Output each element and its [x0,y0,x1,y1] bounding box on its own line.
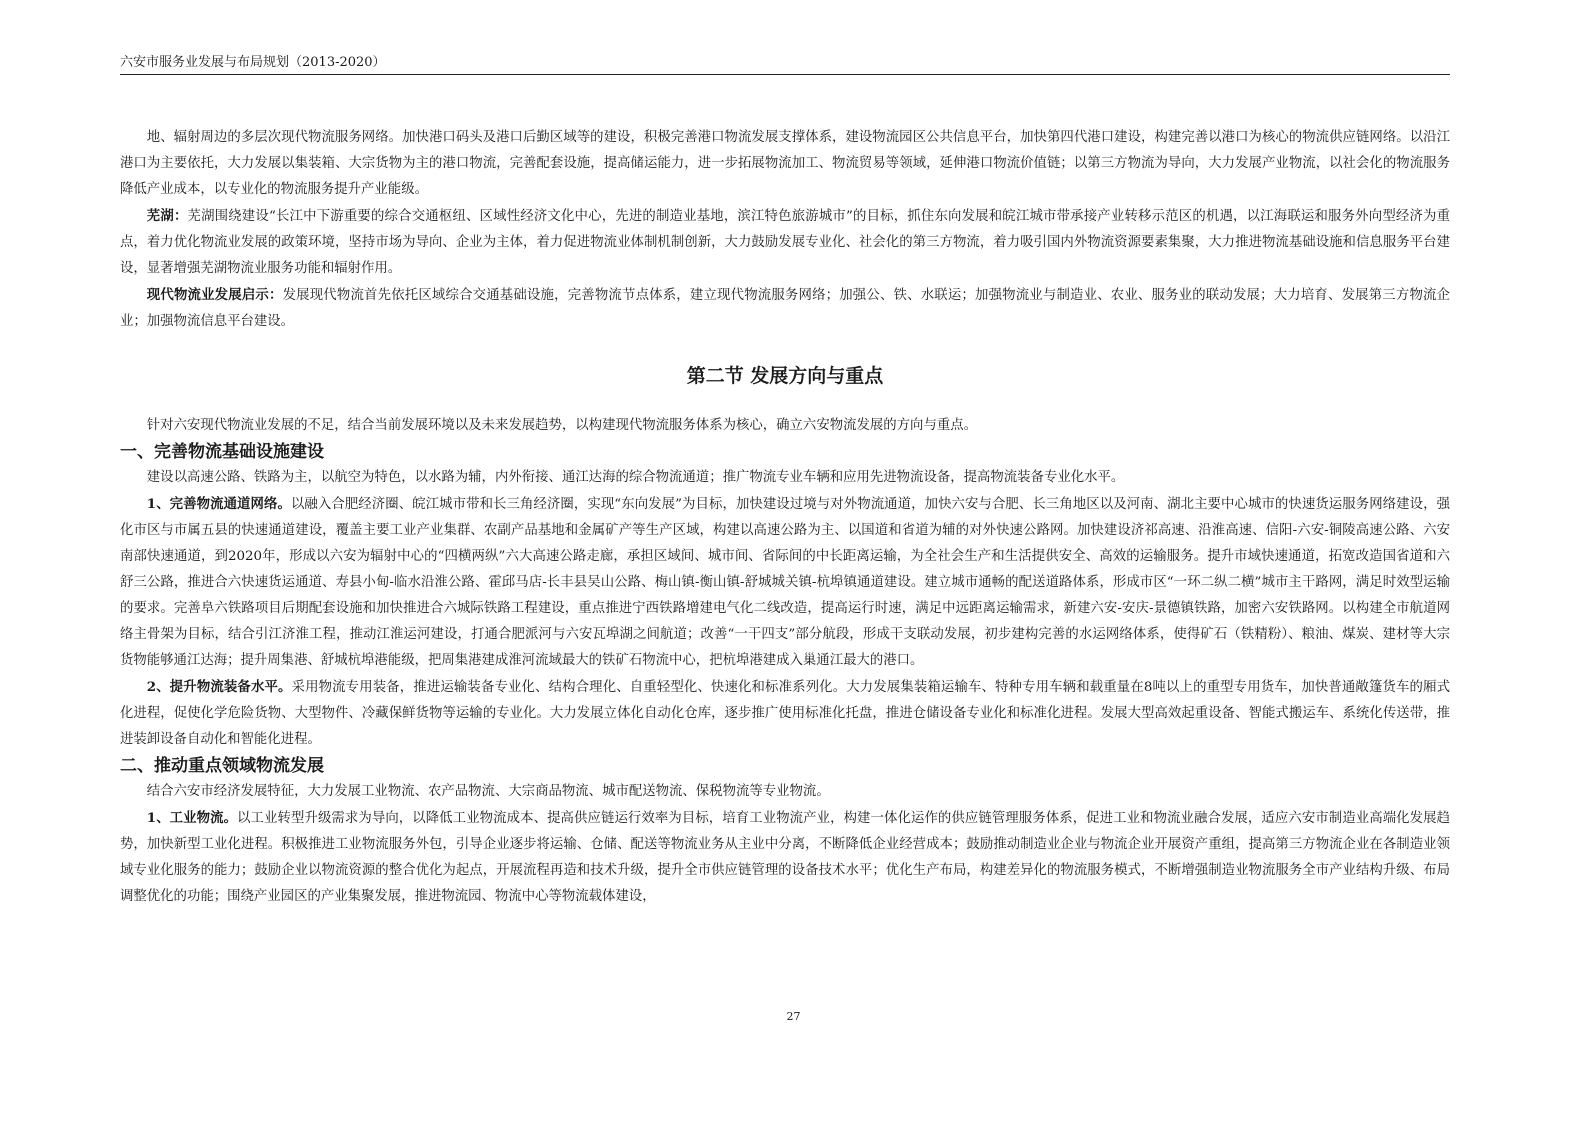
paragraph-lead: 1、工业物流。 [146,810,238,826]
paragraph-lead: 芜湖： [146,208,188,224]
subsection-heading: 一、完善物流基础设施建设 [120,442,324,462]
subsection-intro [120,465,1450,491]
paragraph-lead: 现代物流业发展启示： [146,287,283,303]
paragraph-text: 建设以高速公路、铁路为主，以航空为特色，以水路为辅，内外衔接、通江达海的综合物流通道；推广物流专业车辆和应用先进物流设备，提高物流装备专业化水平。 [146,470,1125,485]
paragraph [120,203,1450,282]
header-title: 六安市服务业发展与布局规划（2013-2020） [120,55,386,70]
page-number: 27 [786,1010,801,1023]
paragraph [120,125,1450,203]
paragraph-text: 采用物流专用装备，推进运输装备专业化、结构合理化、自重轻型化、快速化和标准系列化。大力发展集装箱运输车、特种专用车辆和载重量在8吨以上的重型专用货车，加快普通敞篷货车的厢式化进程，促使化学危险货物、大型物件、冷藏保鲜货物等运输的专业化。大力发展立体化自动化仓库，逐步推广使用标准化托盘，推进仓储设备专业化和标准化进程。发展大型高效起重设备、智能式搬运车、系统化传送带，推进装卸设备自动化和智能化进程。 [120,680,1450,747]
paragraph-text: 发展现代物流首先依托区域综合交通基础设施，完善物流节点体系，建立现代物流服务网络；加强公、铁、水联运；加强物流业与制造业、农业、服务业的联动发展；大力培育、发展第三方物流企业；加强物流信息平台建设。 [120,288,1451,329]
paragraph-lead: 2、提升物流装备水平。 [146,679,292,695]
paragraph [120,674,1450,753]
section-title: 第二节 发展方向与重点 [686,365,884,387]
paragraph-text: 芜湖围绕建设“长江中下游重要的综合交通枢纽、区域性经济文化中心，先进的制造业基地，滨江特色旅游城市”的目标，抓住东向发展和皖江城市带承接产业转移示范区的机遇，以江海联运和服务外向型经济为重点，着力优化物流业发展的政策环境，坚持市场为导向、企业为主体，着力促进物流业体制机制创新，大力鼓励发展专业化、社会化的第三方物流，着力吸引国内外物流资源要素集聚，大力推进物流基础设施和信息服务平台建设，显著增强芜湖物流业服务功能和辐射作用。 [120,209,1450,276]
paragraph-lead: 1、完善物流通道网络。 [146,496,291,512]
section-intro [120,413,1450,439]
subsection-intro [120,779,1450,805]
paragraph-text: 地、辐射周边的多层次现代物流服务网络。加快港口码头及港口后勤区域等的建设，积极完善港口物流发展支撑体系，建设物流园区公共信息平台，加快第四代港口建设，构建完善以港口为核心的物流供应链网络。以沿江港口为主要依托，大力发展以集装箱、大宗货物为主的港口物流，完善配套设施，提高储运能力，进一步拓展物流加工、物流贸易等领域，延伸港口物流价值链；以第三方物流为导向，大力发展产业物流，以社会化的物流服务降低产业成本，以专业化的物流服务提升产业能级。 [120,130,1450,197]
paragraph [120,491,1450,674]
paragraph-text: 结合六安市经济发展特征，大力发展工业物流、农产品物流、大宗商品物流、城市配送物流、保税物流等专业物流。 [146,784,830,799]
paragraph [120,282,1450,335]
paragraph-text: 针对六安现代物流业发展的不足，结合当前发展环境以及未来发展趋势，以构建现代物流服务体系为核心，确立六安物流发展的方向与重点。 [146,418,978,433]
paragraph-text: 以工业转型升级需求为导向，以降低工业物流成本、提高供应链运行效率为目标，培育工业物流产业，构建一体化运作的供应链管理服务体系，促进工业和物流业融合发展，适应六安市制造业高端化发展趋势，加快新型工业化进程。积极推进工业物流服务外包，引导企业逐步将运输、仓储、配送等物流业务从主业中分离，不断降低企业经营成本；鼓励推动制造业企业与物流企业开展资产重组，提高第三方物流企业在各制造业领域专业化服务的能力；鼓励企业以物流资源的整合优化为起点，开展流程再造和技术升级，提升全市供应链管理的设备技术水平；优化生产布局，构建差异化的物流服务模式，不断增强制造业物流服务全市产业结构升级、布局调整优化的功能；围绕产业园区的产业集聚发展，推进物流园、物流中心等物流载体建设， [120,811,1450,904]
page-body [120,125,1450,910]
running-header [120,54,1450,75]
subsection-heading: 二、推动重点领域物流发展 [120,756,324,776]
paragraph [120,805,1450,910]
paragraph-text: 以融入合肥经济圈、皖江城市带和长三角经济圈，实现“东向发展”为目标，加快建设过境与对外物流通道，加快六安与合肥、长三角地区以及河南、湖北主要中心城市的快速货运服务网络建设，强化市区与市属五县的快速通道建设，覆盖主要工业产业集群、农副产品基地和金属矿产等生产区域，构建以高速公路为主、以国道和省道为辅的对外快速公路网。加快建设济祁高速、沿淮高速、信阳-六安-铜陵高速公路、六安南部快速通道，到2020年，形成以六安为辐射中心的“四横两纵”六大高速公路走廊，承担区域间、城市间、省际间的中长距离运输，为全社会生产和生活提供安全、高效的运输服务。提升市域快速通道，拓宽改造国省道和六舒三公路，推进合六快速货运通道、寿县小甸-临水沿淮公路、霍邱马店-长丰县吴山公路、梅山镇-衡山镇-舒城城关镇-杭埠镇通道建设。建立城市通畅的配送道路体系，形成市区“一环二纵二横”城市主干路网，满足时效型运输的要求。完善阜六铁路项目后期配套设施和加快推进合六城际铁路工程建设，重点推进宁西铁路增建电气化二线改造，提高运行时速，满足中远距离运输需求，新建六安-安庆-景德镇铁路，加密六安铁路网。以构建全市航道网络主骨架为目标，结合引江济淮工程，推动江淮运河建设，打通合肥派河与六安瓦埠湖之间航道；改善“一干四支”部分航段，形成干支联动发展，初步建构完善的水运网络体系，使得矿石（铁精粉）、粮油、煤炭、建材等大宗货物能够通江达海；提升周集港、舒城杭埠港能级，把周集港建成淮河流域最大的铁矿石物流中心，把杭埠港建成入巢通江最大的港口。 [120,497,1450,668]
